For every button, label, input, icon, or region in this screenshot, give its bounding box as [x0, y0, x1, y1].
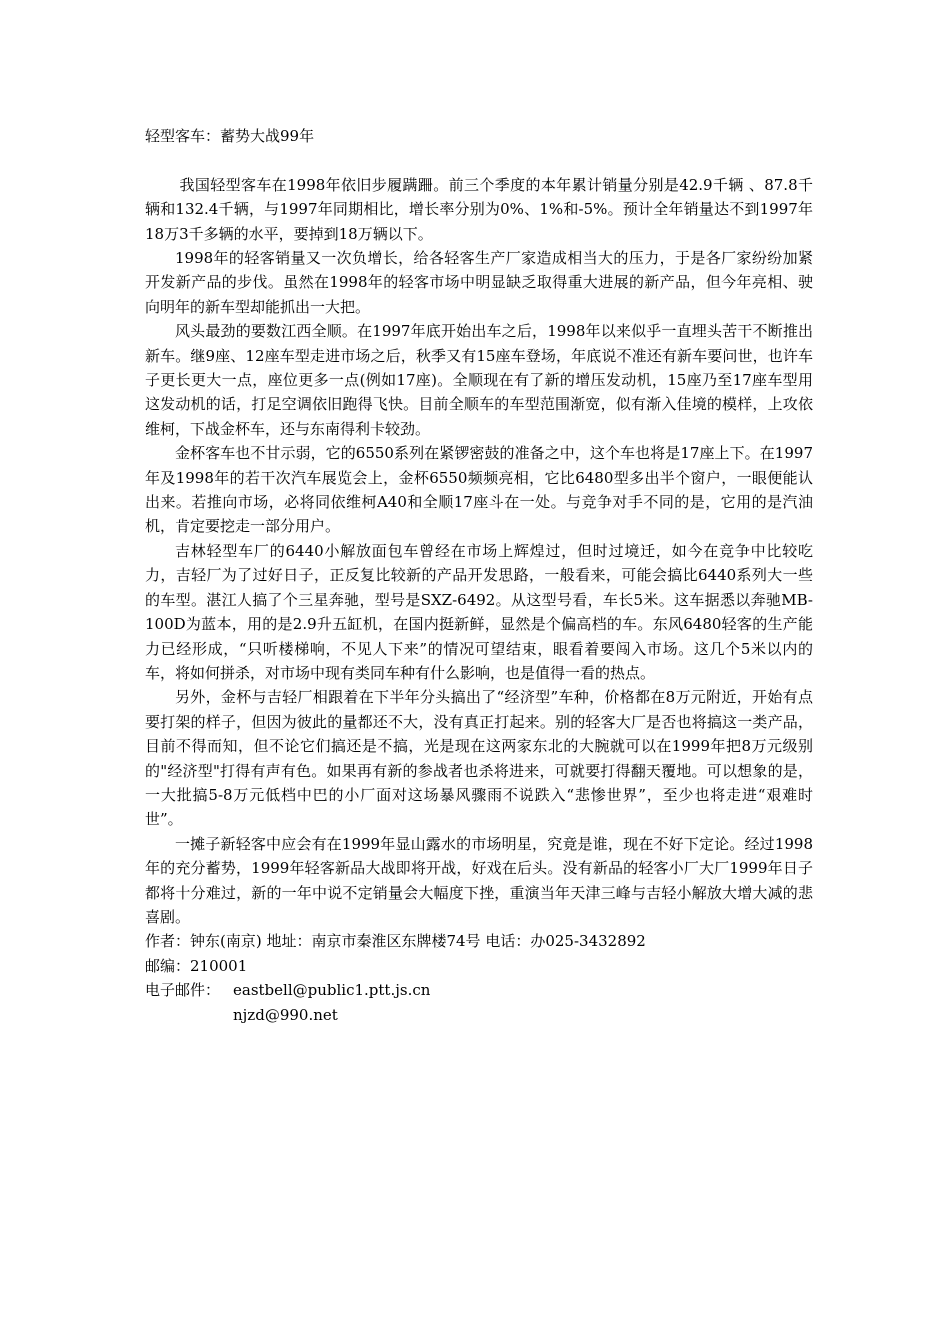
document-page: [145, 124, 813, 1027]
paragraph-3: 风头最劲的要数江西全顺。在1997年底开始出车之后，1998年以来似乎一直埋头苦干不断推出新车。继9座、12座车型走进市场之后，秋季又有15座车登场，年底说不准还有新车要问世，也许车子更长更大一点，座位更多一点(例如17座)。全顺现在有了新的增压发动机，15座乃至17座车型用这发动机的话，打足空调依旧跑得飞快。目前全顺车的车型范围渐宽，似有渐入佳境的模样，上攻依维柯，下战金杯车，还与东南得利卡较劲。: [145, 322, 813, 438]
email-row: [145, 978, 813, 1002]
paragraph-1: 我国轻型客车在1998年依旧步履蹒跚。前三个季度的本年累计销量分别是42.9千辆 、87.8千辆和132.4千辆，与1997年同期相比，增长率分别为0%、1%和-5%。预计全年销量达不到1997年18万3千多辆的水平，要掉到18万辆以下。: [145, 175, 813, 243]
paragraph-2: 1998年的轻客销量又一次负增长，给各轻客生产厂家造成相当大的压力，于是各厂家纷纷加紧开发新产品的步伐。虽然在1998年的轻客市场中明显缺乏取得重大进展的新产品，但今年亮相、驶向明年的新车型却能抓出一大把。: [145, 249, 813, 316]
email-address-1: eastbell@public1.ptt.js.cn: [233, 981, 431, 1000]
paragraph-7: 一摊子新轻客中应会有在1999年显山露水的市场明星，究竟是谁，现在不好下定论。经过1998年的充分蓄势，1999年轻客新品大战即将开战，好戏在后头。没有新品的轻客小厂大厂1999年日子都将十分难过，新的一年中说不定销量会大幅度下挫，重演当年天津三峰与吉轻小解放大增大减的悲喜剧。: [145, 834, 813, 926]
document-title: 轻型客车：蓄势大战99年: [145, 127, 315, 145]
paragraph-6: 另外，金杯与吉轻厂相跟着在下半年分头搞出了“经济型”车种，价格都在8万元附近，开始有点要打架的样子，但因为彼此的量都还不大，没有真正打起来。别的轻客大厂是否也将搞这一类产品，目前不得而知，但不论它们搞还是不搞，光是现在这两家东北的大腕就可以在1999年把8万元级别的"经济型"打得有声有色。如果再有新的参战者也杀将进来，可就要打得翻天覆地。可以想象的是，一大批搞5-8万元低档中巴的小厂面对这场暴风骤雨不说跌入“悲惨世界”，至少也将走进“艰难时世”。: [145, 688, 813, 829]
email-address-2: njzd@990.net: [233, 1005, 338, 1024]
author-line: 作者：钟东(南京) 地址：南京市秦淮区东牌楼74号 电话：办025-3432892: [145, 932, 646, 951]
paragraph-5: 吉林轻型车厂的6440小解放面包车曾经在市场上辉煌过，但时过境迁，如今在竞争中比较吃力，吉轻厂为了过好日子，正反复比较新的产品开发思路，一般看来，可能会搞比6440系列大一些的车型。湛江人搞了个三星奔驰，型号是SXZ-6492。从这型号看，车长5米。这车据悉以奔驰MB-100D为蓝本，用的是2.9升五缸机，在国内挺新鲜，显然是个偏高档的车。东风6480轻客的生产能力已经形成，“只听楼梯响，不见人下来”的情况可望结束，眼看着要闯入市场。这几个5米以内的车，将如何拼杀，对市场中现有类同车种有什么影响，也是值得一看的热点。: [145, 541, 813, 682]
postcode-line: 邮编：210001: [145, 956, 248, 975]
paragraph-4: 金杯客车也不甘示弱，它的6550系列在紧锣密鼓的准备之中，这个车也将是17座上下。在1997年及1998年的若干次汽车展览会上，金杯6550频频亮相，它比6480型多出半个窗户，一眼便能认出来。若推向市场，必将同依维柯A40和全顺17座斗在一处。与竞争对手不同的是，它用的是汽油机，肯定要挖走一部分用户。: [145, 444, 813, 536]
email-label: 电子邮件：: [145, 981, 221, 1000]
